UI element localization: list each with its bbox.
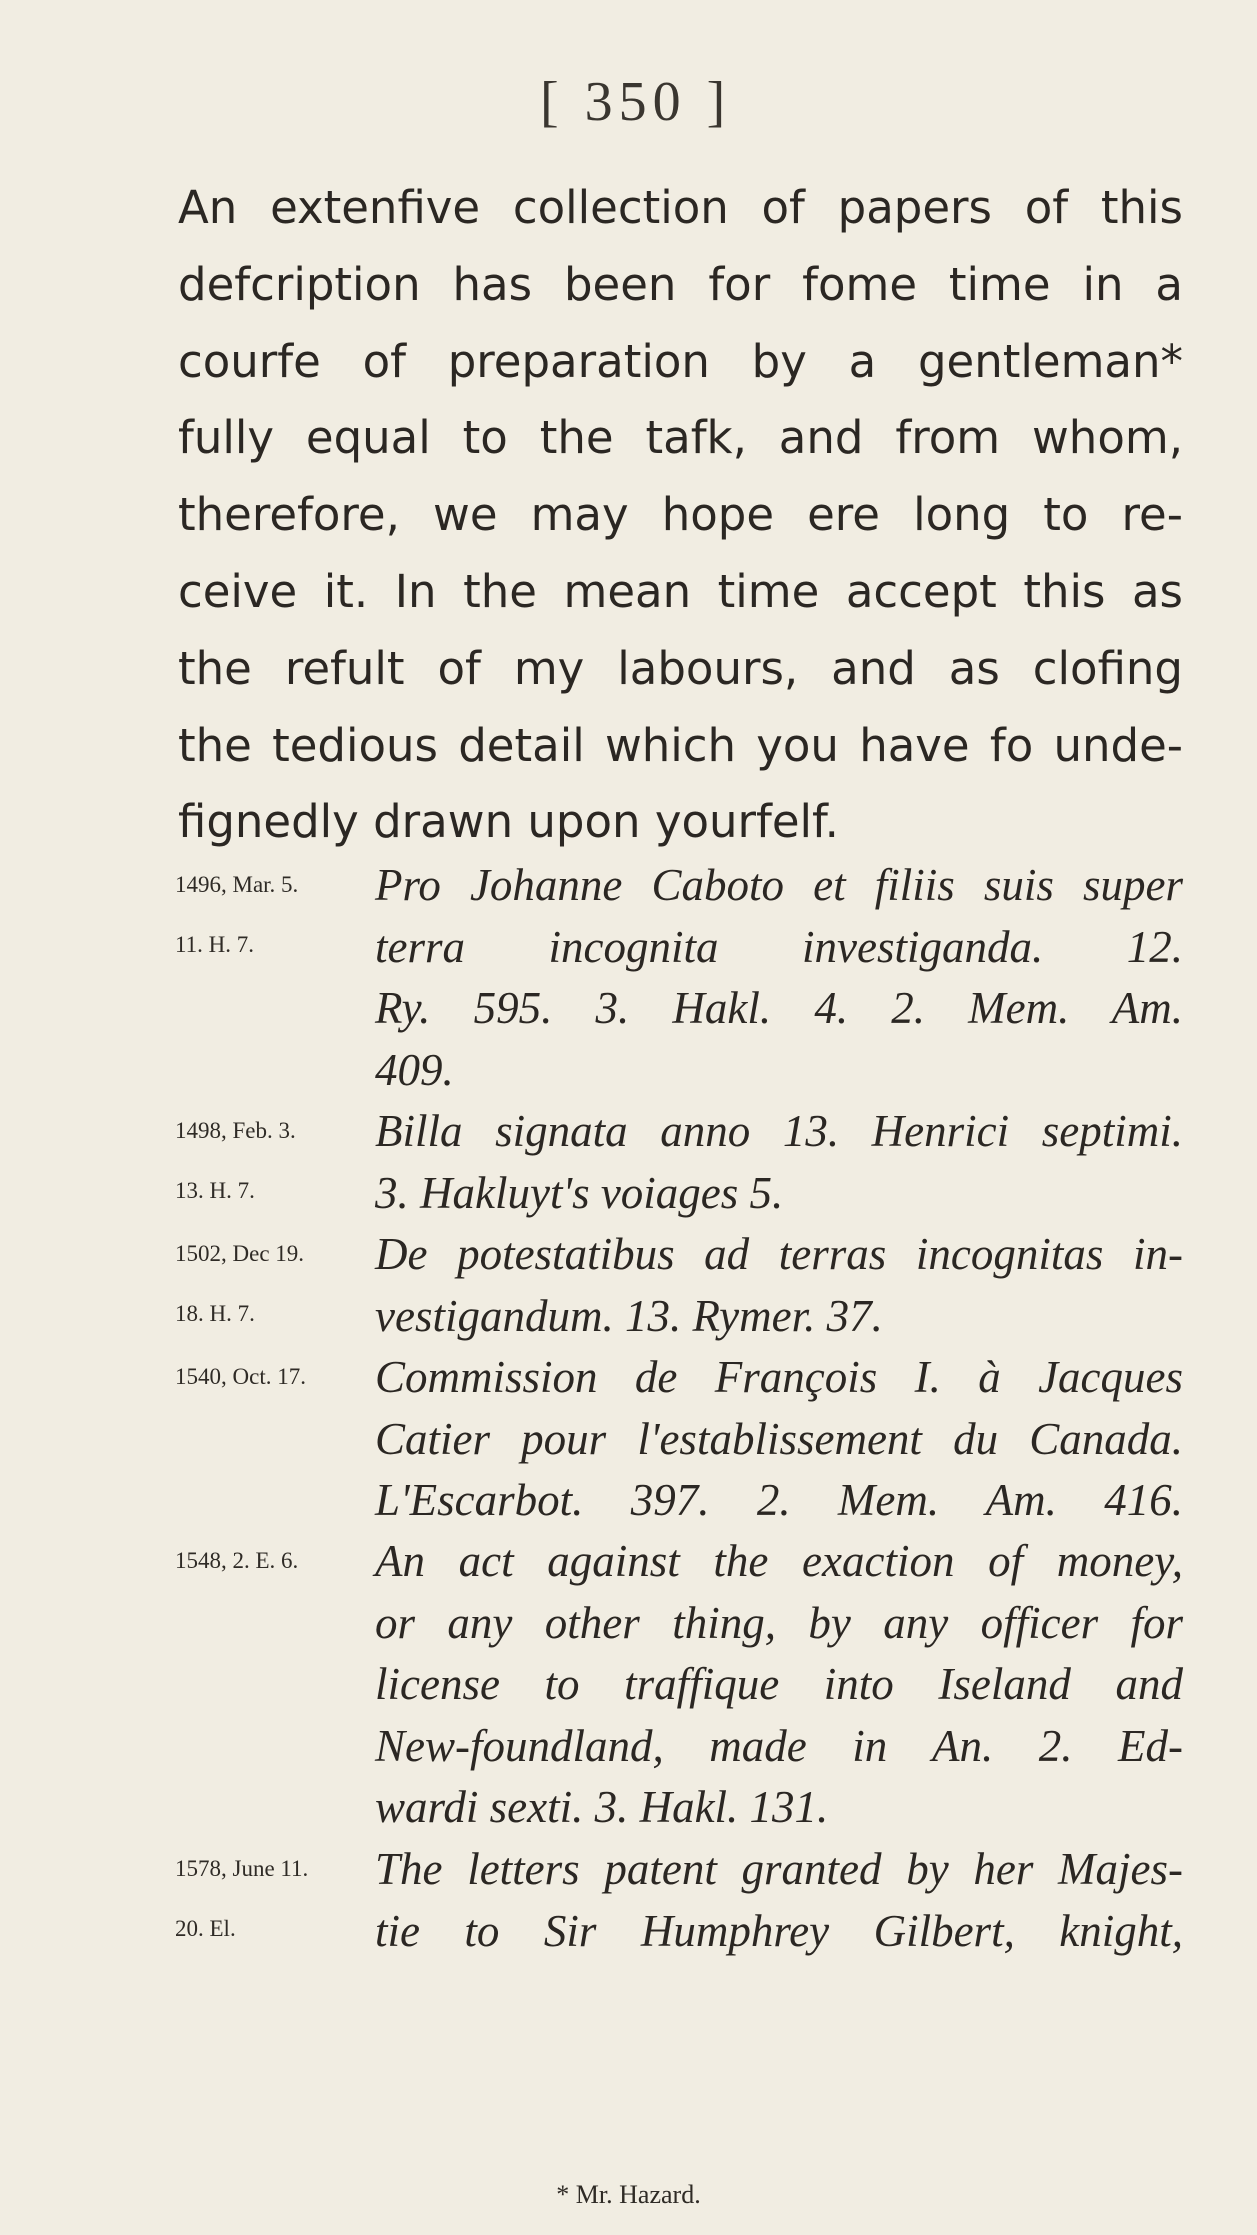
margin-date: 1502, Dec 19.	[175, 1241, 305, 1266]
entry-text	[375, 1224, 1183, 1347]
entry-margin-date	[175, 855, 375, 975]
margin-date: 1578, June 11.	[175, 1856, 309, 1881]
entry-line: tie to Sir Humphrey Gilbert, knight,	[375, 1905, 1183, 1956]
entry-line: Ry. 595. 3. Hakl. 4. 2. Mem. Am.	[375, 983, 1183, 1033]
entry-line: An act against the exaction of money,	[375, 1536, 1183, 1586]
margin-reign: 11. H. 7.	[175, 932, 255, 957]
entry-text	[375, 1531, 1183, 1839]
entry-line: license to traffique into Iseland and	[375, 1659, 1183, 1709]
entry-line: L'Escarbot. 397. 2. Mem. Am. 416.	[375, 1475, 1183, 1525]
body-line: fignedly drawn upon yourfelf.	[178, 795, 839, 849]
body-line: the tedious detail which you have fo unde-	[178, 718, 1183, 772]
entry-line: Commission de François I. à Jacques	[375, 1352, 1183, 1402]
entry-line: De potestatibus ad terras incognitas in-	[375, 1229, 1183, 1279]
entry-line: Catier pour l'establissement du Canada.	[375, 1413, 1183, 1464]
body-line: therefore, we may hope ere long to re-	[178, 488, 1183, 542]
margin-date: 1498, Feb. 3.	[175, 1118, 296, 1143]
entry-text	[375, 1347, 1183, 1532]
margin-reign: 13. H. 7.	[175, 1178, 255, 1203]
entry-line: vestigandum. 13. Rymer. 37.	[375, 1290, 883, 1341]
body-line: defcription has been for fome time in a	[178, 257, 1183, 311]
entry-line: or any other thing, by any officer for	[375, 1597, 1183, 1648]
margin-date: 1548, 2. E. 6.	[175, 1548, 299, 1573]
entry-line: 409.	[375, 1044, 454, 1095]
margin-reign: 18. H. 7.	[175, 1301, 255, 1326]
margin-reign: 20. El.	[175, 1916, 236, 1941]
entry-margin-date	[175, 1531, 375, 1591]
entry-margin-date	[175, 1224, 375, 1344]
body-line: An extenfive collection of papers of this	[178, 181, 1183, 234]
entry-line: The letters patent granted by her Majes-	[375, 1844, 1183, 1894]
footnote: * Mr. Hazard.	[556, 2180, 701, 2209]
entry-margin-date	[175, 1101, 375, 1221]
body-line: ceive it. In the mean time accept this as	[178, 564, 1183, 618]
entry-line: terra incognita investiganda. 12.	[375, 921, 1183, 972]
entry-text	[375, 1839, 1183, 1962]
body-line: fully equal to the tafk, and from whom,	[178, 411, 1183, 465]
entry-text	[375, 1101, 1183, 1224]
entry-margin-date	[175, 1839, 375, 1959]
body-line: the refult of my labours, and as clofing	[178, 641, 1183, 695]
entry-line: Billa signata anno 13. Henrici septimi.	[375, 1106, 1183, 1156]
entry-line: Pro Johanne Caboto et filiis suis super	[375, 860, 1183, 910]
body-line: courfe of preparation by a gentleman*	[178, 334, 1183, 388]
entry-line: 3. Hakluyt's voiages 5.	[375, 1167, 784, 1218]
entry-text	[375, 855, 1183, 1101]
entry-line: wardi sexti. 3. Hakl. 131.	[375, 1782, 829, 1832]
margin-date: 1540, Oct. 17.	[175, 1364, 306, 1389]
page-number: [ 350 ]	[540, 71, 732, 133]
body-paragraph	[178, 170, 1183, 861]
entry-margin-date	[175, 1347, 375, 1407]
entry-line: New-foundland, made in An. 2. Ed-	[375, 1720, 1183, 1771]
margin-date: 1496, Mar. 5.	[175, 872, 299, 897]
